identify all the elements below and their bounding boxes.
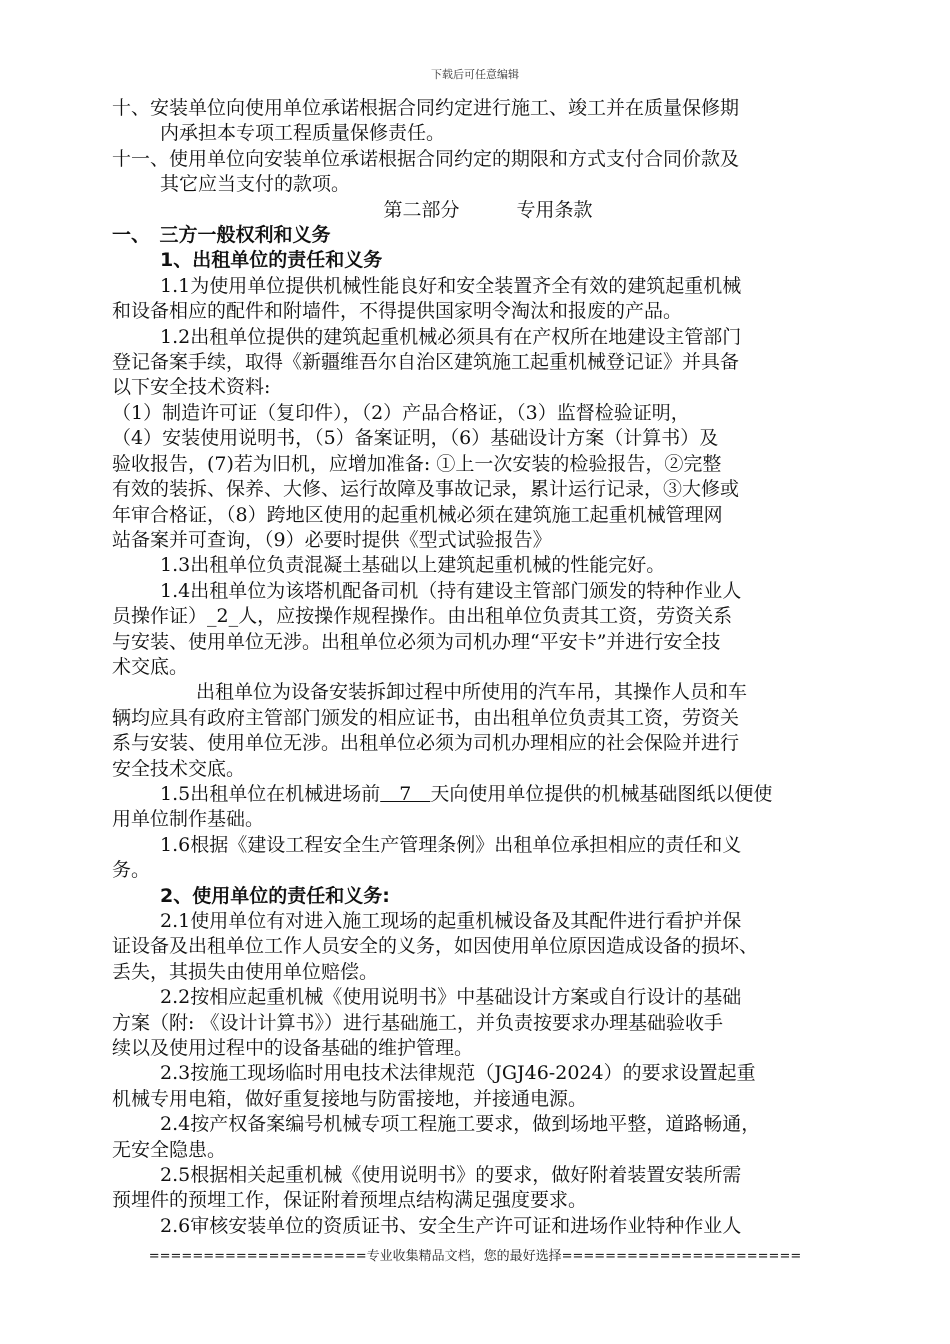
text-line: 证设备及出租单位工作人员安全的义务，如因使用单位原因造成设备的损坏、 [112, 935, 759, 958]
text-line: （4）安装使用说明书，（5）备案证明，（6）基础设计方案（计算书）及 [112, 427, 719, 450]
text-line: 十、安装单位向使用单位承诺根据合同约定进行施工、竣工并在质量保修期 [112, 97, 740, 119]
text-line: 第二部分 专用条款 [383, 198, 593, 221]
text-line: 内承担本专项工程质量保修责任。 [160, 122, 446, 145]
text-line: 方案（附: 《设计计算书》）进行基础施工，并负责按要求办理基础验收手 [112, 1011, 723, 1034]
text-line: 站备案并可查询，（9）必要时提供《型式试验报告》 [112, 528, 552, 551]
page-footer: ====================专业收集精品文档，您的最好选择====================== [148, 1249, 802, 1264]
text-line: 2.4按产权备案编号机械专项工程施工要求，做到场地平整，道路畅通， [160, 1113, 761, 1136]
clause-1-5-start: 1.5出租单位在机械进场前 [160, 782, 381, 805]
text-line: 2.3按施工现场临时用电技术法律规范（JGJ46-2024）的要求设置起重 [160, 1062, 756, 1085]
text-line: 1.1为使用单位提供机械性能良好和安全装置齐全有效的建筑起重机械 [160, 274, 742, 297]
text-line: 辆均应具有政府主管部门颁发的相应证书，由出租单位负责其工资，劳资关 [112, 706, 740, 729]
text-line: 1.2出租单位提供的建筑起重机械必须具有在产权所在地建设主管部门 [160, 325, 742, 348]
days-blank-field: 7 [380, 782, 431, 805]
text-line: 务。 [112, 859, 151, 882]
text-line: 有效的装拆、保养、大修、运行故障及事故记录，累计运行记录，③大修或 [112, 478, 740, 501]
text-line [112, 782, 864, 807]
document-body [112, 96, 864, 1239]
text-line: 2、使用单位的责任和义务: [160, 884, 390, 907]
text-line: 用单位制作基础。 [112, 808, 265, 831]
text-line: 丢失，其损失由使用单位赔偿。 [112, 960, 379, 983]
text-line: 1.6根据《建设工程安全生产管理条例》出租单位承担相应的责任和义 [160, 833, 742, 856]
text-line: 登记备案手续，取得《新疆维吾尔自治区建筑施工起重机械登记证》并具备 [112, 351, 740, 374]
text-line: 系与安装、使用单位无涉。出租单位必须为司机办理相应的社会保险并进行 [112, 732, 740, 755]
clause-1-5-end: 天向使用单位提供的机械基础图纸以便使 [430, 782, 773, 805]
text-line: 2.2按相应起重机械《使用说明书》中基础设计方案或自行设计的基础 [160, 986, 742, 1009]
text-line: 验收报告，(7)若为旧机，应增加准备: ①上一次安装的检验报告，②完整 [112, 452, 722, 475]
text-line: 十一、使用单位向安装单位承诺根据合同约定的期限和方式支付合同价款及 [112, 147, 740, 170]
text-line: 出租单位为设备安装拆卸过程中所使用的汽车吊，其操作人员和车 [196, 681, 748, 704]
text-line: 预埋件的预埋工作，保证附着预埋点结构满足强度要求。 [112, 1189, 588, 1212]
text-line: 1.3出租单位负责混凝土基础以上建筑起重机械的性能完好。 [160, 554, 666, 577]
text-line: 安全技术交底。 [112, 757, 246, 780]
text-line: 一、 三方一般权利和义务 [112, 224, 331, 247]
text-line: 机械专用电箱，做好重复接地与防雷接地，并接通电源。 [112, 1087, 588, 1110]
text-line: 2.1使用单位有对进入施工现场的起重机械设备及其配件进行看护并保 [160, 910, 742, 932]
text-line: 1、出租单位的责任和义务 [160, 249, 383, 272]
text-line: 与安装、使用单位无涉。出租单位必须为司机办理“平安卡”并进行安全技 [112, 630, 721, 653]
page-header: 下载后可任意编辑 [431, 68, 519, 81]
text-line: 以下安全技术资料: [112, 376, 271, 399]
text-line: 其它应当支付的款项。 [160, 173, 351, 196]
text-line: （1）制造许可证（复印件），（2）产品合格证，（3）监督检验证明， [112, 401, 690, 424]
text-line: 2.5根据相关起重机械《使用说明书》的要求，做好附着装置安装所需 [160, 1164, 742, 1187]
text-line: 续以及使用过程中的设备基础的维护管理。 [112, 1037, 474, 1060]
text-line: 年审合格证，（8）跨地区使用的起重机械必须在建筑施工起重机械管理网 [112, 503, 723, 526]
text-line: 2.6审核安装单位的资质证书、安全生产许可证和进场作业特种作业人 [160, 1214, 742, 1237]
text-line: 1.4出租单位为该塔机配备司机（持有建设主管部门颁发的特种作业人 [160, 579, 742, 602]
text-line: 员操作证）_2_人，应按操作规程操作。由出租单位负责其工资，劳资关系 [112, 605, 733, 628]
text-line: 无安全隐患。 [112, 1138, 227, 1161]
text-line: 和设备相应的配件和附墙件，不得提供国家明令淘汰和报废的产品。 [112, 300, 683, 323]
text-line: 术交底。 [112, 655, 189, 678]
